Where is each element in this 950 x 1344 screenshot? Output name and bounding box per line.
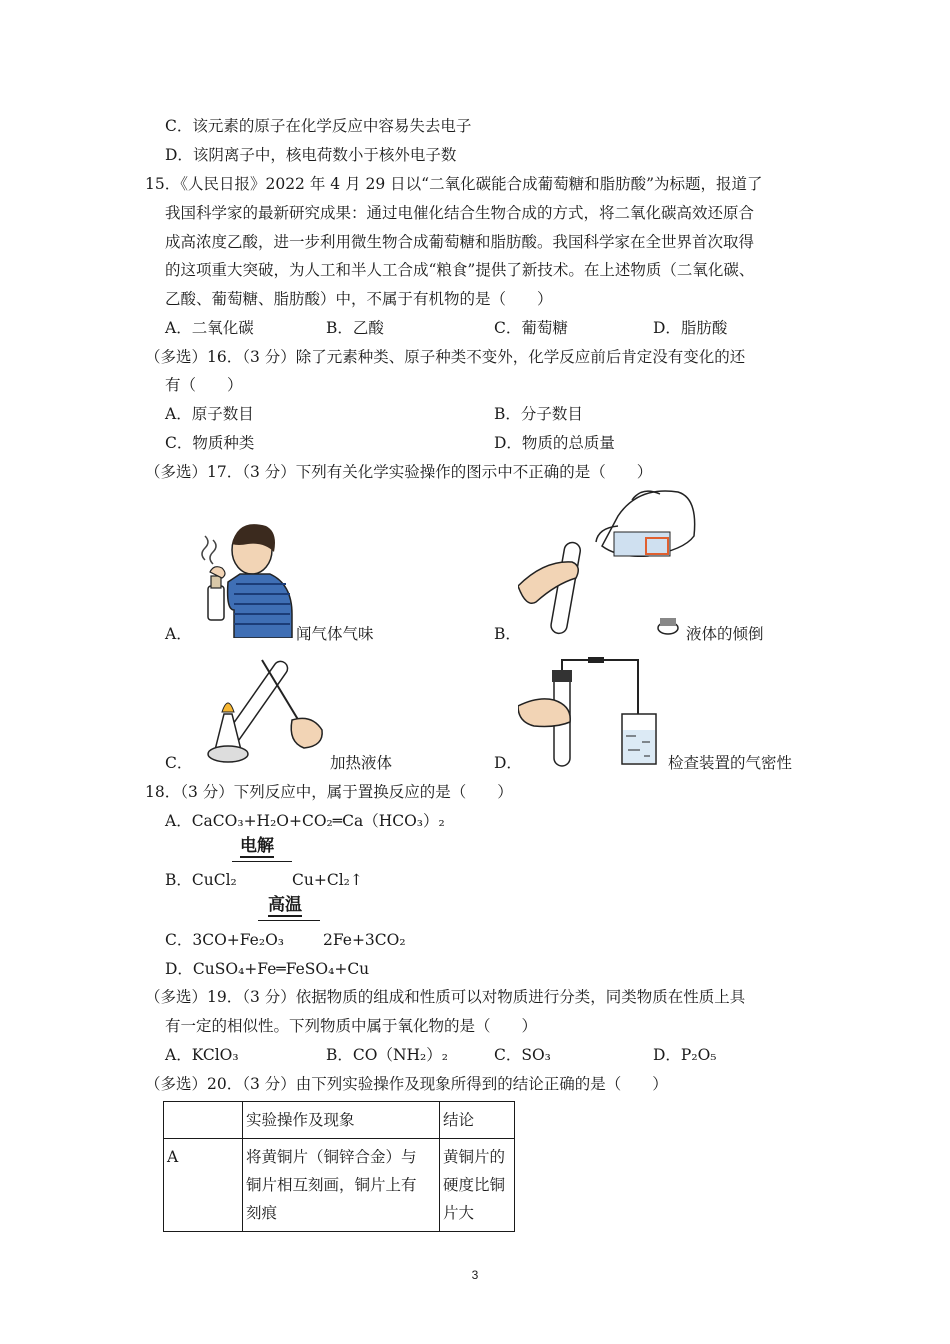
q19-option-d: D．P₂O₅ [653, 1046, 717, 1064]
q18-c-reaction-line [258, 920, 320, 921]
q16-stem-line2: 有（ ） [165, 376, 243, 394]
q19-stem-line2: 有一定的相似性。下列物质中属于氧化物的是（ ） [165, 1017, 538, 1035]
q17-option-b-letter: B． [494, 625, 521, 643]
q15-stem-line2: 我国科学家的最新研究成果：通过电催化结合生物合成的方式，将二氧化碳高效还原合 [165, 204, 755, 222]
q17-option-b-caption: 液体的倾倒 [686, 625, 764, 643]
q16-option-c: C．物质种类 [165, 434, 255, 452]
q18-option-b-products: Cu+Cl₂↑ [292, 871, 363, 889]
table-row [164, 1139, 515, 1232]
q15-stem-line4: 的这项重大突破，为人工和半人工合成“粮食”提供了新技术。在上述物质（二氧化碳、 [165, 261, 755, 279]
q18-b-reaction-line [232, 861, 292, 862]
operation-line: 刻痕 [246, 1204, 278, 1222]
q14-option-c: C．该元素的原子在化学反应中容易失去电子 [165, 117, 472, 135]
q15-stem-line3: 成高浓度乙酸，进一步利用微生物合成葡萄糖和脂肪酸。我国科学家在全世界首次取得 [165, 233, 755, 251]
q19-option-c: C．SO₃ [494, 1046, 551, 1064]
q18-option-a: A．CaCO₃+H₂O+CO₂═Ca（HCO₃）₂ [165, 812, 445, 830]
q17-option-d-letter: D． [494, 754, 522, 772]
table-header-cell [164, 1102, 243, 1139]
table-cell-operation [243, 1139, 440, 1232]
q18-condition-electrolysis: 电解 [240, 836, 274, 856]
q14-option-d: D．该阴离子中，核电荷数小于核外电子数 [165, 146, 457, 164]
q16-option-b: B．分子数目 [494, 405, 583, 423]
q19-option-a: A．KClO₃ [165, 1046, 239, 1064]
page-number: 3 [471, 1268, 479, 1282]
heat-liquid-figure [192, 650, 332, 768]
q16-option-d: D．物质的总质量 [494, 434, 615, 452]
table-cell-label: A [164, 1139, 243, 1232]
table-header-cell: 结论 [440, 1102, 515, 1139]
q16-stem-line1: （多选）16．（3 分）除了元素种类、原子种类不变外，化学反应前后肯定没有变化的还 [145, 348, 746, 366]
q17-option-c-letter: C． [165, 754, 193, 772]
conclusion-line: 黄铜片的 [443, 1148, 506, 1166]
q15-option-a: A．二氧化碳 [165, 319, 254, 337]
table-cell-conclusion [440, 1139, 515, 1232]
table-header-row [164, 1102, 515, 1139]
q19-stem-line1: （多选）19．（3 分）依据物质的组成和性质可以对物质进行分类，同类物质在性质上具 [145, 988, 746, 1006]
table-header-cell: 实验操作及现象 [243, 1102, 440, 1139]
q18-option-c-products: 2Fe+3CO₂ [323, 931, 406, 949]
q17-option-d-caption: 检查装置的气密性 [668, 754, 793, 772]
q17-stem: （多选）17．（3 分）下列有关化学实验操作的图示中不正确的是（ ） [145, 463, 653, 481]
q15-option-b: B．乙酸 [326, 319, 384, 337]
conclusion-line: 硬度比铜 [443, 1176, 506, 1194]
q20-stem: （多选）20．（3 分）由下列实验操作及现象所得到的结论正确的是（ ） [145, 1075, 668, 1093]
q15-stem-line1: 15．《人民日报》2022 年 4 月 29 日以“二氧化碳能合成葡萄糖和脂肪酸”为标题，报道了 [145, 175, 763, 193]
q15-option-d: D．脂肪酸 [653, 319, 728, 337]
q20-results-table [163, 1101, 515, 1232]
conclusion-line: 片大 [443, 1204, 475, 1222]
q15-option-c: C．葡萄糖 [494, 319, 568, 337]
q17-option-a-letter: A． [165, 625, 192, 643]
q18-condition-high-temp: 高温 [268, 895, 302, 915]
airtightness-figure [518, 656, 668, 770]
q16-option-a: A．原子数目 [165, 405, 254, 423]
operation-line: 将黄铜片（铜锌合金）与 [246, 1148, 417, 1166]
q15-stem-line5: 乙酸、葡萄糖、脂肪酸）中，不属于有机物的是（ ） [165, 290, 553, 308]
q18-stem: 18．（3 分）下列反应中，属于置换反应的是（ ） [145, 783, 513, 801]
q18-option-c-reactants: C．3CO+Fe₂O₃ [165, 931, 284, 949]
smell-gas-figure [180, 520, 295, 638]
q18-option-b-reactants: B．CuCl₂ [165, 871, 237, 889]
q18-option-d: D．CuSO₄+Fe═FeSO₄+Cu [165, 960, 370, 978]
operation-line: 铜片相互刻画，铜片上有 [246, 1176, 417, 1194]
q17-option-a-caption: 闻气体气味 [296, 625, 374, 643]
pour-liquid-figure [518, 486, 698, 638]
q17-option-c-caption: 加热液体 [330, 754, 393, 772]
q19-option-b: B．CO（NH₂）₂ [326, 1046, 448, 1064]
